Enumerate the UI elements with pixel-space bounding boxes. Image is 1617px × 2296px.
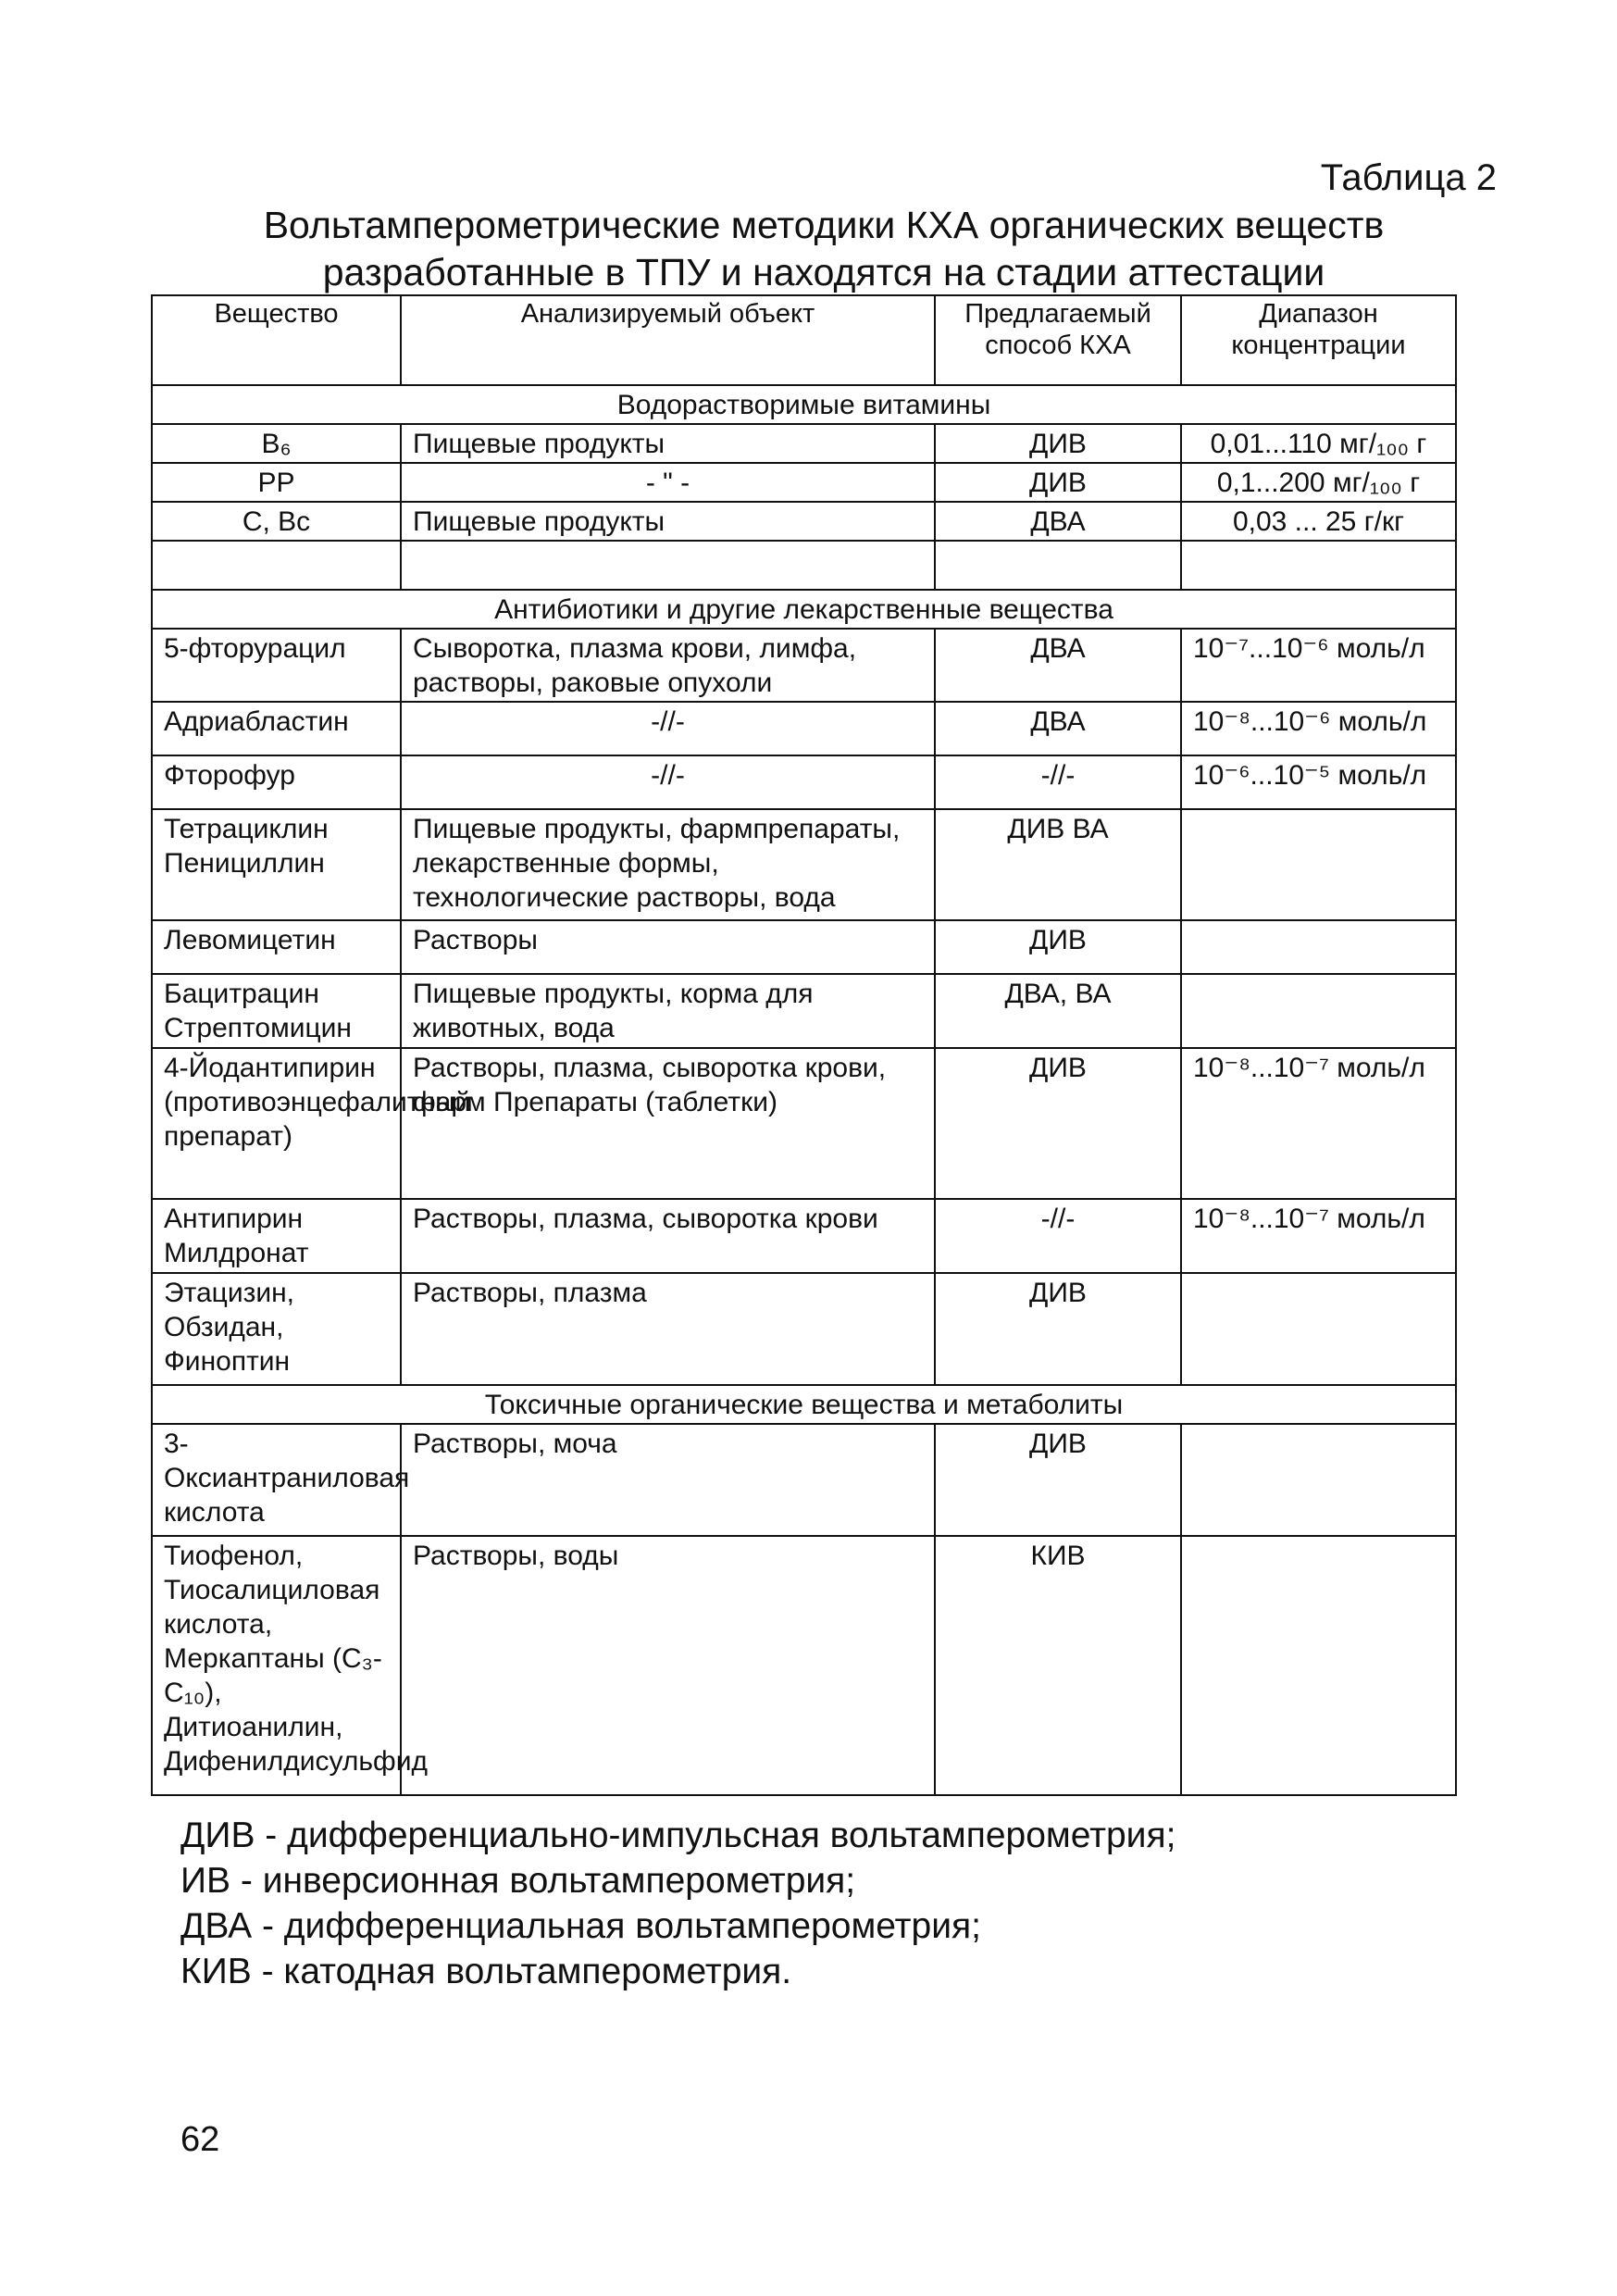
range-cell: 10⁻⁸...10⁻⁷ моль/л (1181, 1048, 1456, 1199)
section-title: Антибиотики и другие лекарственные вещества (152, 590, 1456, 629)
methods-table (151, 294, 1457, 1796)
object-cell: Растворы, плазма (401, 1273, 935, 1385)
table-row (152, 809, 1456, 920)
section-title: Токсичные органические вещества и метаболиты (152, 1385, 1456, 1424)
table-row (152, 463, 1456, 502)
table-row (152, 424, 1456, 463)
method-cell: ДИВ (935, 463, 1181, 502)
range-cell: 10⁻⁸...10⁻⁶ моль/л (1181, 702, 1456, 755)
table-row (152, 1273, 1456, 1385)
range-cell: 10⁻⁸...10⁻⁷ моль/л (1181, 1199, 1456, 1273)
range-cell (1181, 920, 1456, 974)
method-cell: ДИВ (935, 1048, 1181, 1199)
table-row (152, 1536, 1456, 1795)
object-cell: Пищевые продукты, корма для животных, вода (401, 974, 935, 1048)
method-cell: ДВА (935, 502, 1181, 541)
method-cell: ДВА (935, 702, 1181, 755)
method-cell: ДВА (935, 629, 1181, 702)
range-cell: 10⁻⁶...10⁻⁵ моль/л (1181, 755, 1456, 809)
method-cell: ДИВ ВА (935, 809, 1181, 920)
section-header-row (152, 1385, 1456, 1424)
object-cell: Растворы, моча (401, 1424, 935, 1536)
substance-cell: Тиофенол, Тиосалициловая кислота, Меркаптаны (C₃-C₁₀), Дитиоанилин, Дифенилдисульфид (152, 1536, 401, 1795)
table-title: Вольтамперометрические методики КХА органических веществ разработанные в ТПУ и находятся на стадии аттестации (263, 204, 1385, 293)
object-cell: Растворы, плазма, сыворотка крови (401, 1199, 935, 1273)
object-cell: -//- (401, 702, 935, 755)
substance-cell: Адриабластин (152, 702, 401, 755)
object-cell: Пищевые продукты (401, 502, 935, 541)
section-header-row (152, 385, 1456, 424)
method-cell: ДВА, ВА (935, 974, 1181, 1048)
method-cell: ДИВ (935, 920, 1181, 974)
table-row (152, 755, 1456, 809)
range-cell: 0,1...200 мг/₁₀₀ г (1181, 463, 1456, 502)
method-cell: ДИВ (935, 1424, 1181, 1536)
method-cell: -//- (935, 755, 1181, 809)
range-cell (1181, 809, 1456, 920)
page-number: 62 (180, 2120, 220, 2159)
object-cell: Пищевые продукты, фармпрепараты, лекарственные формы, технологические растворы, вода (401, 809, 935, 920)
table-row (152, 1199, 1456, 1273)
table-label: Таблица 2 (1320, 157, 1497, 198)
object-cell: -//- (401, 755, 935, 809)
substance-cell: PP (152, 463, 401, 502)
substance-cell: 3-Оксиантраниловая кислота (152, 1424, 401, 1536)
substance-cell: 5-фторурацил (152, 629, 401, 702)
empty-row (152, 541, 1456, 590)
range-cell (1181, 1273, 1456, 1385)
legend-line: КИВ - катодная вольтамперометрия. (180, 1952, 792, 1991)
table-header-row (152, 295, 1456, 385)
table-row (152, 702, 1456, 755)
table-row (152, 1048, 1456, 1199)
range-cell: 0,01...110 мг/₁₀₀ г (1181, 424, 1456, 463)
method-cell: ДИВ (935, 424, 1181, 463)
range-cell (1181, 1424, 1456, 1536)
table-row (152, 502, 1456, 541)
substance-cell: B₆ (152, 424, 401, 463)
column-header: Анализируемый объект (401, 295, 935, 385)
table-row (152, 974, 1456, 1048)
method-cell: КИВ (935, 1536, 1181, 1795)
abbreviation-legend (180, 1813, 1175, 1994)
column-header: Вещество (152, 295, 401, 385)
substance-cell: Антипирин Милдронат (152, 1199, 401, 1273)
object-cell: Растворы, плазма, сыворотка крови, фарм Препараты (таблетки) (401, 1048, 935, 1199)
section-header-row (152, 590, 1456, 629)
column-header: Предлагаемый способ КХА (935, 295, 1181, 385)
table-row (152, 629, 1456, 702)
range-cell: 10⁻⁷...10⁻⁶ моль/л (1181, 629, 1456, 702)
legend-line: ДВА - дифференциальная вольтамперометрия; (180, 1906, 981, 1946)
substance-cell: Этацизин, Обзидан, Финоптин (152, 1273, 401, 1385)
legend-line: ДИВ - дифференциально-импульсная вольтамперометрия; (180, 1816, 1176, 1855)
object-cell: - " - (401, 463, 935, 502)
object-cell: Пищевые продукты (401, 424, 935, 463)
method-cell: ДИВ (935, 1273, 1181, 1385)
table-row (152, 920, 1456, 974)
substance-cell: Фторофур (152, 755, 401, 809)
method-cell: -//- (935, 1199, 1181, 1273)
range-cell: 0,03 ... 25 г/кг (1181, 502, 1456, 541)
table-row (152, 1424, 1456, 1536)
object-cell: Растворы, воды (401, 1536, 935, 1795)
substance-cell: Тетрациклин Пенициллин (152, 809, 401, 920)
substance-cell: C, Bc (152, 502, 401, 541)
range-cell (1181, 1536, 1456, 1795)
object-cell: Сыворотка, плазма крови, лимфа, растворы, раковые опухоли (401, 629, 935, 702)
section-title: Водорастворимые витамины (152, 385, 1456, 424)
substance-cell: 4-Йодантипирин (противоэнцефалитный препарат) (152, 1048, 401, 1199)
range-cell (1181, 974, 1456, 1048)
substance-cell: Левомицетин (152, 920, 401, 974)
legend-line: ИВ - инверсионная вольтамперометрия; (180, 1861, 856, 1901)
column-header: Диапазон концентрации (1181, 295, 1456, 385)
object-cell: Растворы (401, 920, 935, 974)
substance-cell: Бацитрацин Стрептомицин (152, 974, 401, 1048)
